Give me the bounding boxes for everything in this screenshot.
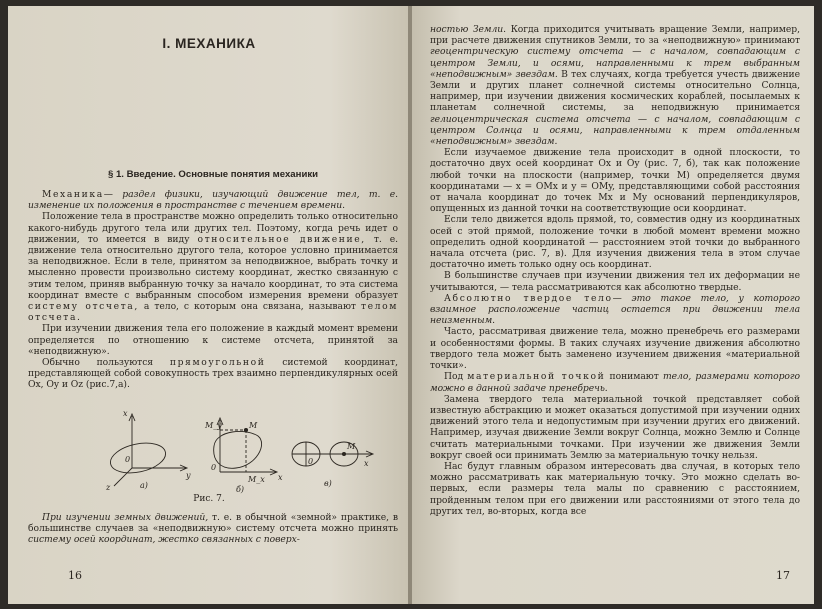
right-text-block xyxy=(430,24,800,517)
text-run: а тело, с которым она связана, называют xyxy=(143,301,356,313)
page-number-right: 17 xyxy=(776,569,790,582)
right-page xyxy=(412,6,814,604)
italic-run: геоцентрическую систему отсчета — с началом, совпадающим с центром Земли, и осями, направленными к трем выбранным «неподвижным» звездам. xyxy=(430,46,800,80)
text-run: понимают xyxy=(609,371,659,383)
section-title: § 1. Введение. Основные понятия механики xyxy=(107,169,319,180)
label-c-x: x xyxy=(364,459,369,468)
paragraph: Если изучаемое движение тела происходит в одной плоскости, то достаточно двух осей координат Ox и Oy (рис. 7, б), так как положение любой точки на плоскости (например, точки M) определяется двумя координатами — x = OMx и y = OMy, представляющими собой расстояния от начала координат до точек Mx и My оснований перпендикуляров, опущенных из данной точки на соответствующие оси координат. xyxy=(430,147,800,215)
text-run: Под xyxy=(444,371,464,383)
spaced-term: прямоугольной xyxy=(169,357,266,369)
definition-text: — раздел физики, изучающий движение тел, т. е. изменение их положения в пространстве с течением времени. xyxy=(28,189,398,212)
label-a-z: z xyxy=(106,483,111,492)
definition-paragraph xyxy=(28,189,398,211)
label-c: в) xyxy=(324,479,332,488)
spaced-term: Абсолютно твердое тело xyxy=(444,292,613,304)
paragraph: В большинстве случаев при изучении движения тел их деформации не учитываются, — тела рассматриваются как абсолютно твердые. xyxy=(430,270,800,293)
label-m: M xyxy=(249,421,258,430)
paragraph xyxy=(28,211,398,323)
italic-run: ностью Земли. xyxy=(430,24,507,35)
paragraph: Замена твердого тела материальной точкой представляет собой известную абстракцию и может оказаться допустимой при изучении одних движений этого тела и недопустимым при изучении других его движений. Например, изучая движение Земли вокруг Солнца, можно Землю и Солнце считать материальными точками. При изучении же движения Земли вокруг своей оси принимать Землю за материальную точку нельзя. xyxy=(430,393,800,461)
page-number-left: 16 xyxy=(68,569,82,582)
spaced-term: телом отсчета. xyxy=(28,301,398,324)
spaced-term: систему отсчета, xyxy=(28,301,139,313)
figure-7b xyxy=(214,418,277,475)
figure-caption: Рис. 7. xyxy=(193,494,225,504)
paragraph xyxy=(430,293,800,327)
chapter-title: I. МЕХАНИКА xyxy=(162,36,256,51)
left-bottom-text xyxy=(28,512,398,546)
spaced-term: материальной точкой xyxy=(467,371,606,383)
italic-run: гелиоцентрическая система отсчета — с началом, совпадающим с центром Солнца и осями, направленными к трем отдаленным «неподвижным» звездам. xyxy=(430,113,800,148)
label-mx: M_x xyxy=(248,475,265,484)
label-a-y: y xyxy=(186,471,191,480)
paragraph: Нас будут главным образом интересовать два случая, в которых тело можно рассматривать как материальную точку. Это можно сделать во-первых, если размеры тела малы по сравнению с расстоянием, пройденным телом при его движении или расстояниями от этого тела до других тел, во-вторых, когда все xyxy=(430,460,800,517)
text-run: т. е. в обычной «земной» практике, в большинстве случаев за «неподвижную» систему отсчета можно принять xyxy=(28,512,398,535)
label-c-o: 0 xyxy=(308,457,314,466)
label-c-m: M xyxy=(347,442,356,451)
paragraph xyxy=(28,512,398,546)
left-page xyxy=(8,6,410,604)
spaced-term: относительное движение, xyxy=(197,233,366,245)
figure-7c xyxy=(292,442,373,466)
label-a-o: 0 xyxy=(125,455,131,464)
italic-run: тело, размерами которого можно в данной задаче пренебречь. xyxy=(430,371,800,394)
text-run: Обычно пользуются xyxy=(42,357,154,369)
left-text-block xyxy=(28,189,398,391)
text-run: В тех случаях, когда требуется учесть движение Земли и других планет солнечной системы относительно Солнца, например, при изучении движения космических кораблей, посылаемых к планетам солнечной системы, за неподвижную принимается xyxy=(430,68,801,114)
paragraph xyxy=(430,24,800,147)
paragraph xyxy=(28,357,398,391)
paragraph: Часто, рассматривая движение тела, можно пренебречь его размерами и особенностями формы. В таких случаях изучение движения абсолютно твердого тела может быть заменено изучением движения «материальной точки». xyxy=(430,326,800,372)
label-my: M_y xyxy=(205,421,222,430)
text-run: системой координат, представляющей собой совокупность трех взаимно перпендикулярных осей Ox, Oy и Oz (рис.7,а). xyxy=(28,357,398,391)
text-run: Положение тела в пространстве можно определить только относительно какого-нибудь другого тела или других тел. Поэтому, когда речь идет о движении, то имеется в виду xyxy=(28,211,398,245)
text-run: т. е. движение тела относительно другого тела, которое условно принимается за неподвижное. Если в теле, принятом за неподвижное, выбрать точку и мысленно провести произвольно систему координат, жестко связанную с этим телом, приняв выбранную точку за начало координат, то эта система координат вместе с выбранным способом измерения времени образует xyxy=(28,233,399,301)
paragraph xyxy=(430,371,800,393)
label-b-o: 0 xyxy=(211,463,217,472)
body-shape xyxy=(108,438,169,477)
label-a-x: x xyxy=(123,409,128,418)
paragraph: При изучении движения тела его положение в каждый момент времени определяется по отношению к системе отсчета, принятой за «неподвижную». xyxy=(28,323,398,357)
label-a: а) xyxy=(140,481,148,490)
figure-7 xyxy=(96,406,376,494)
label-b: б) xyxy=(236,485,245,494)
italic-run: — это такое тело, у которого взаимное расположение частиц остается при движении тела неизменным. xyxy=(430,292,800,327)
italic-run: систему осей координат, жестко связанных с поверх- xyxy=(28,534,300,546)
label-b-x: x xyxy=(278,473,283,482)
paragraph: Если тело движется вдоль прямой, то, совместив одну из координатных осей с этой прямой, положение точки в любой момент времени можно определить одной координатой — расстоянием этой точки до выбранного начала отсчета (рис. 7, в). Для изучения движения тела в этом случае достаточно иметь только одну ось координат. xyxy=(430,214,800,271)
body-shape xyxy=(214,431,262,468)
figure-7a xyxy=(108,414,187,486)
italic-run: При изучении земных движений, xyxy=(42,512,209,523)
term-mechanics: Механика xyxy=(42,189,104,200)
text-run: Когда приходится учитывать вращение Земли, например, при расчете движения спутников Земли, то за «неподвижную» принимают xyxy=(430,24,800,47)
